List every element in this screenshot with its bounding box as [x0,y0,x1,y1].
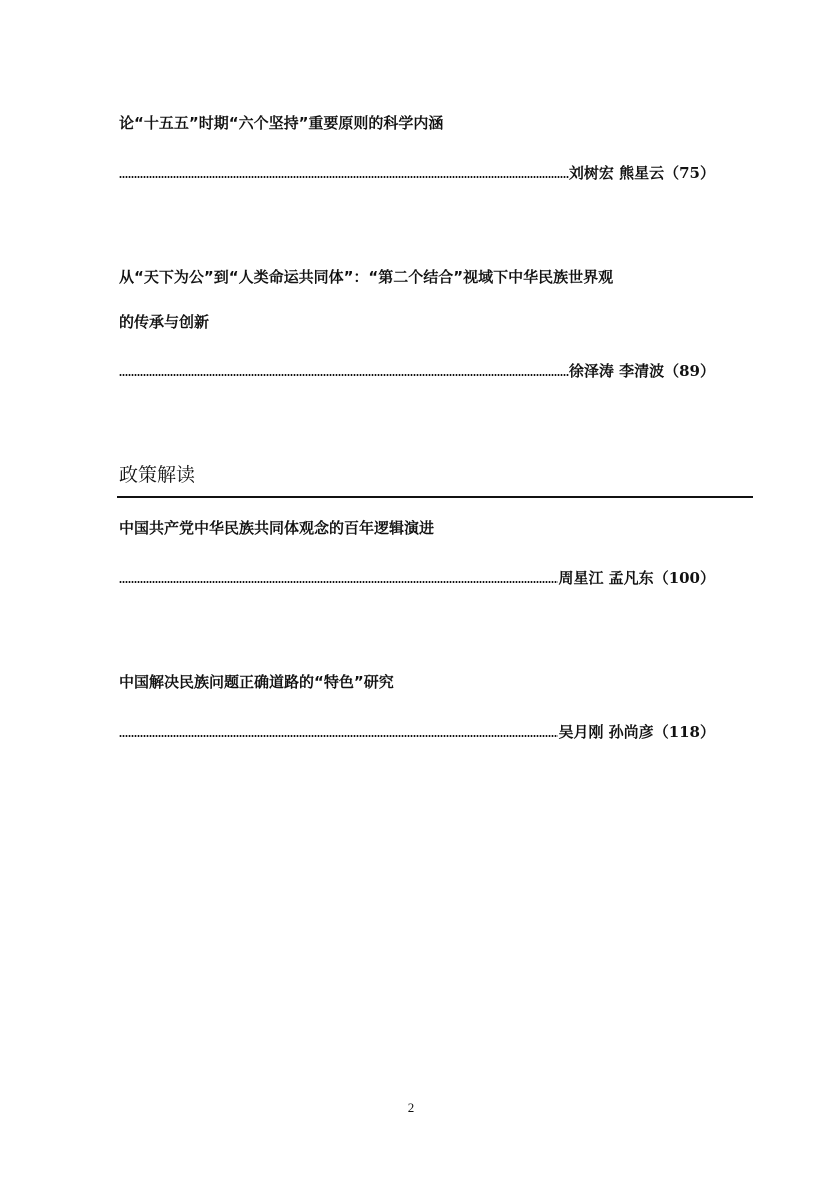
toc-entry-title: 从“天下为公”到“人类命运共同体”：“第二个结合”视域下中华民族世界观 [119,268,614,286]
toc-entry-title-continued: 的传承与创新 [119,313,210,331]
section-heading: 政策解读 [119,464,196,486]
dot-leader [119,373,569,377]
section-rule [117,496,753,498]
toc-entry-leader [119,163,715,183]
toc-entry-title: 中国解决民族问题正确道路的“特色”研究 [119,673,394,691]
page-number: 2 [407,1100,415,1115]
toc-entry-leader [119,361,715,381]
dot-leader [119,734,558,738]
toc-entry-page: （118） [653,723,715,741]
dot-leader [119,580,558,584]
toc-entry-authors: 吴月刚 孙尚彦 [558,723,654,741]
toc-entry-authors: 刘树宏 熊星云 [568,164,665,182]
toc-entry-title: 中国共产党中华民族共同体观念的百年逻辑演进 [119,519,435,537]
toc-entry-leader [119,722,715,742]
toc-entry-authors: 周星江 孟凡东 [558,569,654,587]
dot-leader [119,175,569,179]
toc-entry-page: （75） [664,164,715,182]
toc-entry-page: （100） [653,569,715,587]
toc-entry-page: （89） [664,362,715,380]
toc-entry-authors: 徐泽涛 李清波 [568,362,665,380]
toc-entry-leader [119,568,715,588]
toc-entry-title: 论“十五五”时期“六个坚持”重要原则的科学内涵 [119,114,444,132]
